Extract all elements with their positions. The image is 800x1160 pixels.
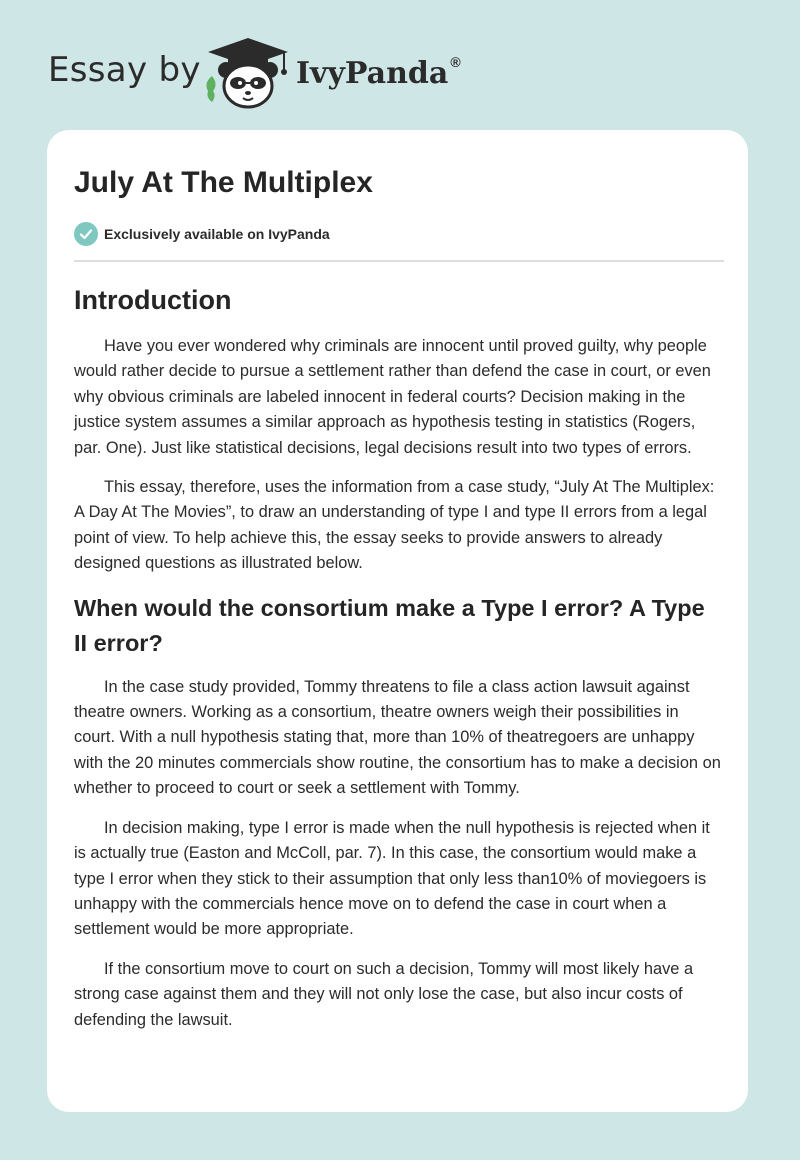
paragraph: If the consortium move to court on such a decision, Tommy will most likely have a strong case against them and they will not only lose the case, but also incur costs of defending the lawsuit.: [74, 959, 694, 1029]
paragraph: In decision making, type I error is made when the null hypothesis is rejected when it is actually true (Easton and McColl, par. 7). In this case, the consortium would make a type I error when they stick to their assumption that only less than10% of moviegoers is unhappy with the commercials hence move on to defend the case in court when a settlement would be more appropriate.: [74, 818, 710, 939]
brand-name[interactable]: [296, 54, 461, 91]
page-title: July At The Multiplex: [74, 166, 373, 199]
section-heading-type-errors: When would the consortium make a Type I error? A Type II error?: [74, 594, 705, 656]
section-heading-introduction: Introduction: [74, 285, 232, 315]
check-circle-icon: [74, 222, 98, 246]
essay-card: [47, 130, 748, 1112]
exclusive-badge: [74, 222, 330, 246]
divider: [74, 260, 724, 262]
essay-body: [74, 282, 724, 1047]
paragraph: Have you ever wondered why criminals are innocent until proved guilty, why people would rather decide to pursue a settlement rather than defend the case in court, or even why obvious criminals are labeled innocent in federal courts? Decision making in the justice system assumes a similar approach as hypothesis testing in statistics (Rogers, par. One). Just like statistical decisions, legal decisions result into two types of errors.: [74, 337, 711, 457]
brand-text: IvyPanda: [296, 56, 449, 91]
registered-mark: ®: [450, 54, 461, 70]
badge-label: Exclusively available on IvyPanda: [104, 226, 330, 242]
site-header: [0, 0, 800, 130]
panda-logo-icon[interactable]: [200, 36, 296, 110]
paragraph: This essay, therefore, uses the information from a case study, “July At The Multiplex: A Day At The Movies”, to draw an understanding of type I and type II errors from a legal point of view. To help achieve this, the essay seeks to provide answers to already designed questions as illustrated below.: [74, 478, 715, 573]
paragraph: In the case study provided, Tommy threatens to file a class action lawsuit against theatre owners. Working as a consortium, theatre owners weigh their possibilities in court. With a null hypothesis stating that, more than 10% of theatregoers are unhappy with the 20 minutes commercials show routine, the consortium has to make a decision on whether to proceed to court or seek a settlement with Tommy.: [74, 677, 721, 798]
essay-by-label: Essay by: [48, 50, 201, 90]
